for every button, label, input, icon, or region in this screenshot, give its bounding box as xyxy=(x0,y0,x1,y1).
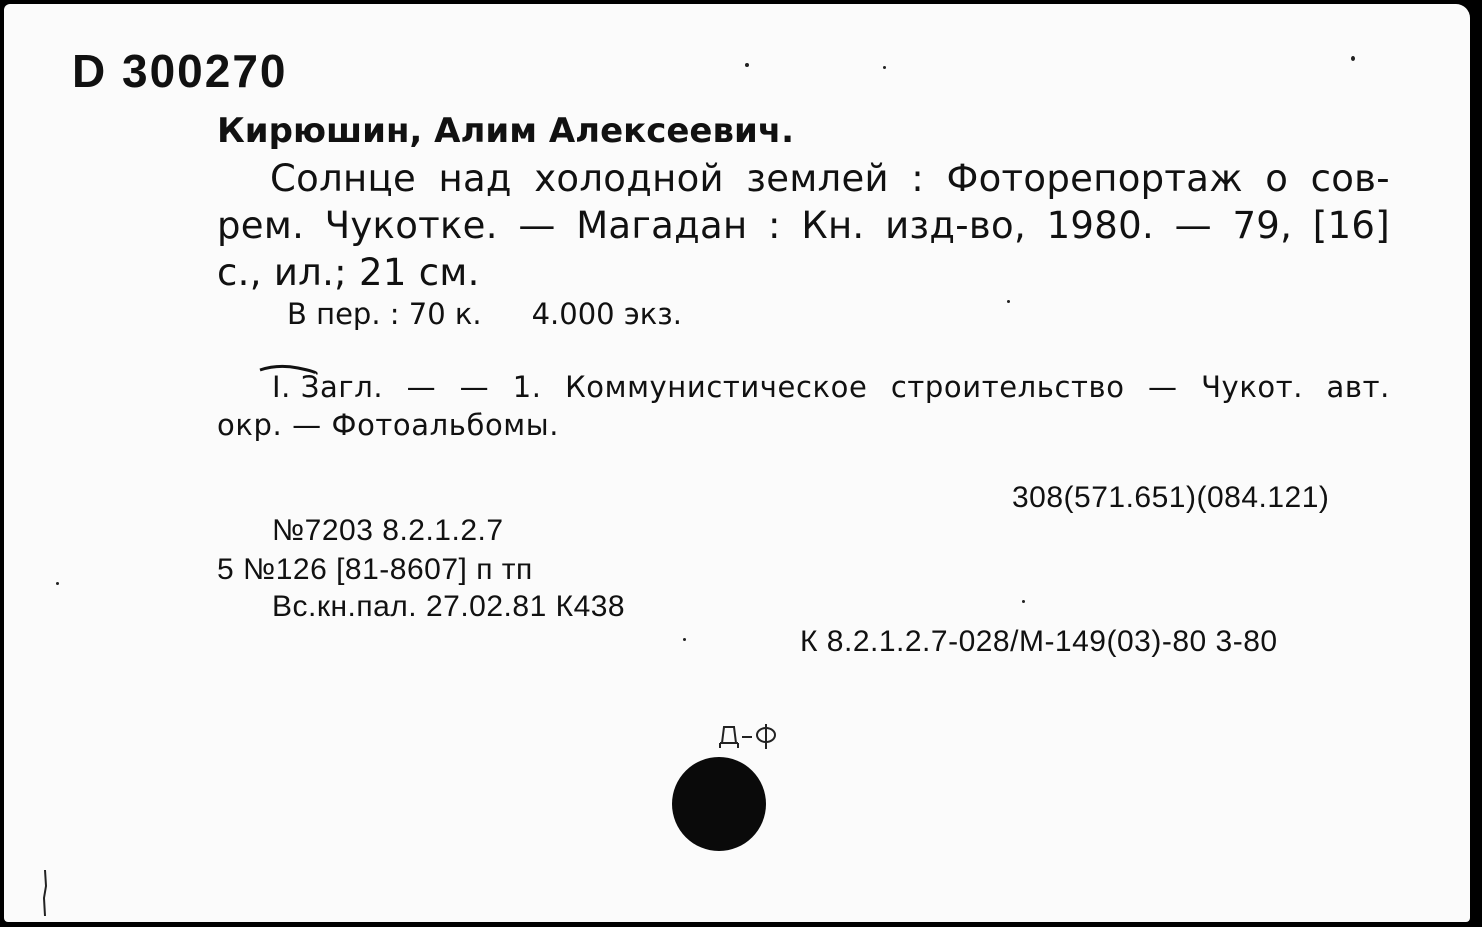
pencil-mark xyxy=(40,868,50,918)
title-word: над xyxy=(438,157,512,200)
title-word: изд-во, xyxy=(885,204,1027,247)
subject-token: Чукот. xyxy=(1201,370,1304,404)
speck xyxy=(683,638,686,641)
title-word: сов- xyxy=(1310,157,1390,200)
price-line xyxy=(287,297,682,331)
handwritten-initials xyxy=(718,721,780,751)
subjects-line-2: окр. — Фотоальбомы. xyxy=(217,408,560,442)
speck xyxy=(1351,56,1355,61)
subject-token: Коммунистическое xyxy=(565,370,868,404)
tech-line-2: 5 №126 [81-8607] п тп xyxy=(217,553,533,586)
title-word: Магадан xyxy=(576,204,748,247)
title-word: Кн. xyxy=(801,204,865,247)
subject-token: — xyxy=(459,370,490,404)
tech-line-1: №7203 8.2.1.2.7 xyxy=(272,514,504,547)
title-word: Солнце xyxy=(270,157,417,200)
speck xyxy=(56,582,59,585)
title-word: : xyxy=(911,157,925,200)
title-word: 79, xyxy=(1232,204,1293,247)
subject-token: строительство xyxy=(890,370,1125,404)
subject-token: — xyxy=(1148,370,1178,404)
subject-token: авт. xyxy=(1326,370,1390,404)
udc-code: 308(571.651)(084.121) xyxy=(1012,481,1330,514)
title-word: — xyxy=(518,204,556,247)
tech-line-4: К 8.2.1.2.7-028/М-149(03)-80 3-80 xyxy=(800,625,1278,658)
speck xyxy=(1007,300,1010,303)
call-number: D 300270 xyxy=(72,45,288,97)
speck xyxy=(1022,600,1025,603)
subject-token: — xyxy=(406,370,437,404)
speck xyxy=(745,63,749,67)
title-word: Чукотке. xyxy=(324,204,498,247)
card-edge-shadow xyxy=(1470,0,1482,927)
speck xyxy=(883,66,886,69)
title-word: 1980. xyxy=(1046,204,1155,247)
subject-token: 1. xyxy=(512,370,542,404)
physical-description: с., ил.; 21 см. xyxy=(217,251,480,294)
title-word: — xyxy=(1174,204,1212,247)
title-word: о xyxy=(1265,157,1289,200)
tech-line-3: Вс.кн.пал. 27.02.81 К438 xyxy=(272,590,626,623)
subjects-line-1 xyxy=(272,370,1390,404)
title-word: рем. xyxy=(217,204,305,247)
title-word: холодной xyxy=(534,157,724,200)
title-word: Фоторепортаж xyxy=(946,157,1243,200)
title-word: землей xyxy=(746,157,889,200)
title-line-1 xyxy=(270,157,1390,200)
title-word: : xyxy=(768,204,781,247)
print-run: 4.000 экз. xyxy=(531,297,682,331)
punch-hole xyxy=(672,757,766,851)
author-heading: Кирюшин, Алим Алексеевич. xyxy=(217,111,795,151)
subject-token: I. Загл. xyxy=(272,370,384,404)
binding-price: В пер. : 70 к. xyxy=(287,297,482,331)
title-word: [16] xyxy=(1312,204,1390,247)
title-line-2 xyxy=(217,204,1390,247)
